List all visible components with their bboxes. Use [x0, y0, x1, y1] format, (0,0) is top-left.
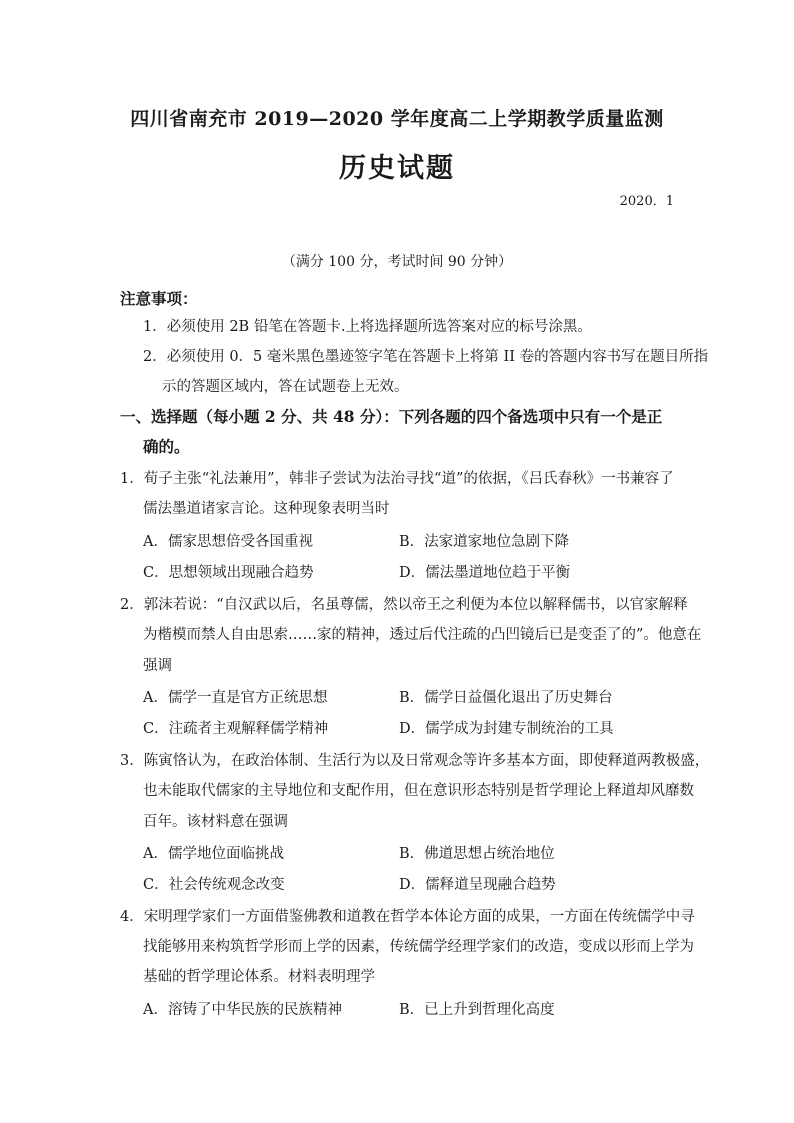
question-3-option-d: D．儒释道呈现融合趋势: [399, 877, 556, 893]
question-3-option-b: B．佛道思想占统治地位: [399, 846, 555, 862]
question-3-line-2: 也未能取代儒家的主导地位和支配作用，但在意识形态特别是哲学理论上释道却风靡数: [143, 783, 694, 799]
question-1-option-a: A．儒家思想倍受各国重视: [143, 534, 313, 550]
note-item-1: 1．必须使用 2B 铅笔在答题卡.上将选择题所选答案对应的标号涂黑。: [143, 319, 592, 335]
note-item-2-line-2: 示的答题区域内，答在试题卷上无效。: [162, 379, 409, 395]
question-1-option-b: B．法家道家地位急剧下降: [399, 534, 570, 550]
question-2-option-c: C．注疏者主观解释儒学精神: [143, 721, 329, 737]
question-4-line-1: 4．宋明理学家们一方面借鉴佛教和道教在哲学本体论方面的成果，一方面在传统儒学中寻: [120, 909, 695, 925]
question-4-line-2: 找能够用来构筑哲学形而上学的因素，传统儒学经理学家们的改造，变成以形而上学为: [143, 939, 694, 955]
question-2-line-3: 强调: [143, 658, 172, 674]
question-1-option-c: C．思想领域出现融合趋势: [143, 565, 314, 581]
exam-date: 2020．1: [619, 194, 674, 209]
subject-title: 历史试题: [339, 153, 455, 184]
question-2-option-a: A．儒学一直是官方正统思想: [143, 690, 328, 706]
notes-heading: 注意事项：: [120, 289, 198, 308]
question-4-line-3: 基础的哲学理论体系。材料表明理学: [143, 969, 375, 985]
question-4-option-a: A．溶铸了中华民族的民族精神: [143, 1002, 342, 1018]
section-heading-line-2: 确的。: [143, 437, 190, 456]
question-3-line-1: 3．陈寅恪认为，在政治体制、生活行为以及日常观念等许多基本方面，即使释道两教极盛，: [120, 753, 710, 769]
question-2-line-2: 为楷模而禁人自由思索……家的精神，透过后代注疏的凸凹镜后已是变歪了的”。他意在: [143, 627, 702, 643]
question-4-option-b: B．已上升到哲理化高度: [399, 1002, 555, 1018]
exam-title: 四川省南充市 2019—2020 学年度高二上学期教学质量监测: [130, 108, 664, 130]
score-info: （满分 100 分，考试时间 90 分钟）: [281, 254, 513, 270]
section-heading-line-1: 一、选择题（每小题 2 分、共 48 分）：下列各题的四个备选项中只有一个是正: [120, 407, 663, 426]
question-1-line-1: 1．荀子主张“礼法兼用”，韩非子尝试为法治寻找“道”的依据，《吕氏春秋》一书兼容了: [120, 471, 674, 487]
question-2-option-d: D．儒学成为封建专制统治的工具: [399, 721, 614, 737]
note-item-2-line-1: 2．必须使用 0．5 毫米黑色墨迹签字笔在答题卡上将第 II 卷的答题内容书写在题目所指: [143, 349, 709, 365]
question-2-line-1: 2．郭沫若说：“自汉武以后，名虽尊儒，然以帝王之利便为本位以解释儒书，以官家解释: [120, 597, 688, 613]
question-1-line-2: 儒法墨道诸家言论。这种现象表明当时: [143, 501, 390, 517]
question-3-option-c: C．社会传统观念改变: [143, 877, 285, 893]
question-3-line-3: 百年。该材料意在强调: [143, 814, 288, 830]
question-2-option-b: B．儒学日益僵化退出了历史舞台: [399, 690, 613, 706]
question-1-option-d: D．儒法墨道地位趋于平衡: [399, 565, 571, 581]
question-3-option-a: A．儒学地位面临挑战: [143, 846, 284, 862]
